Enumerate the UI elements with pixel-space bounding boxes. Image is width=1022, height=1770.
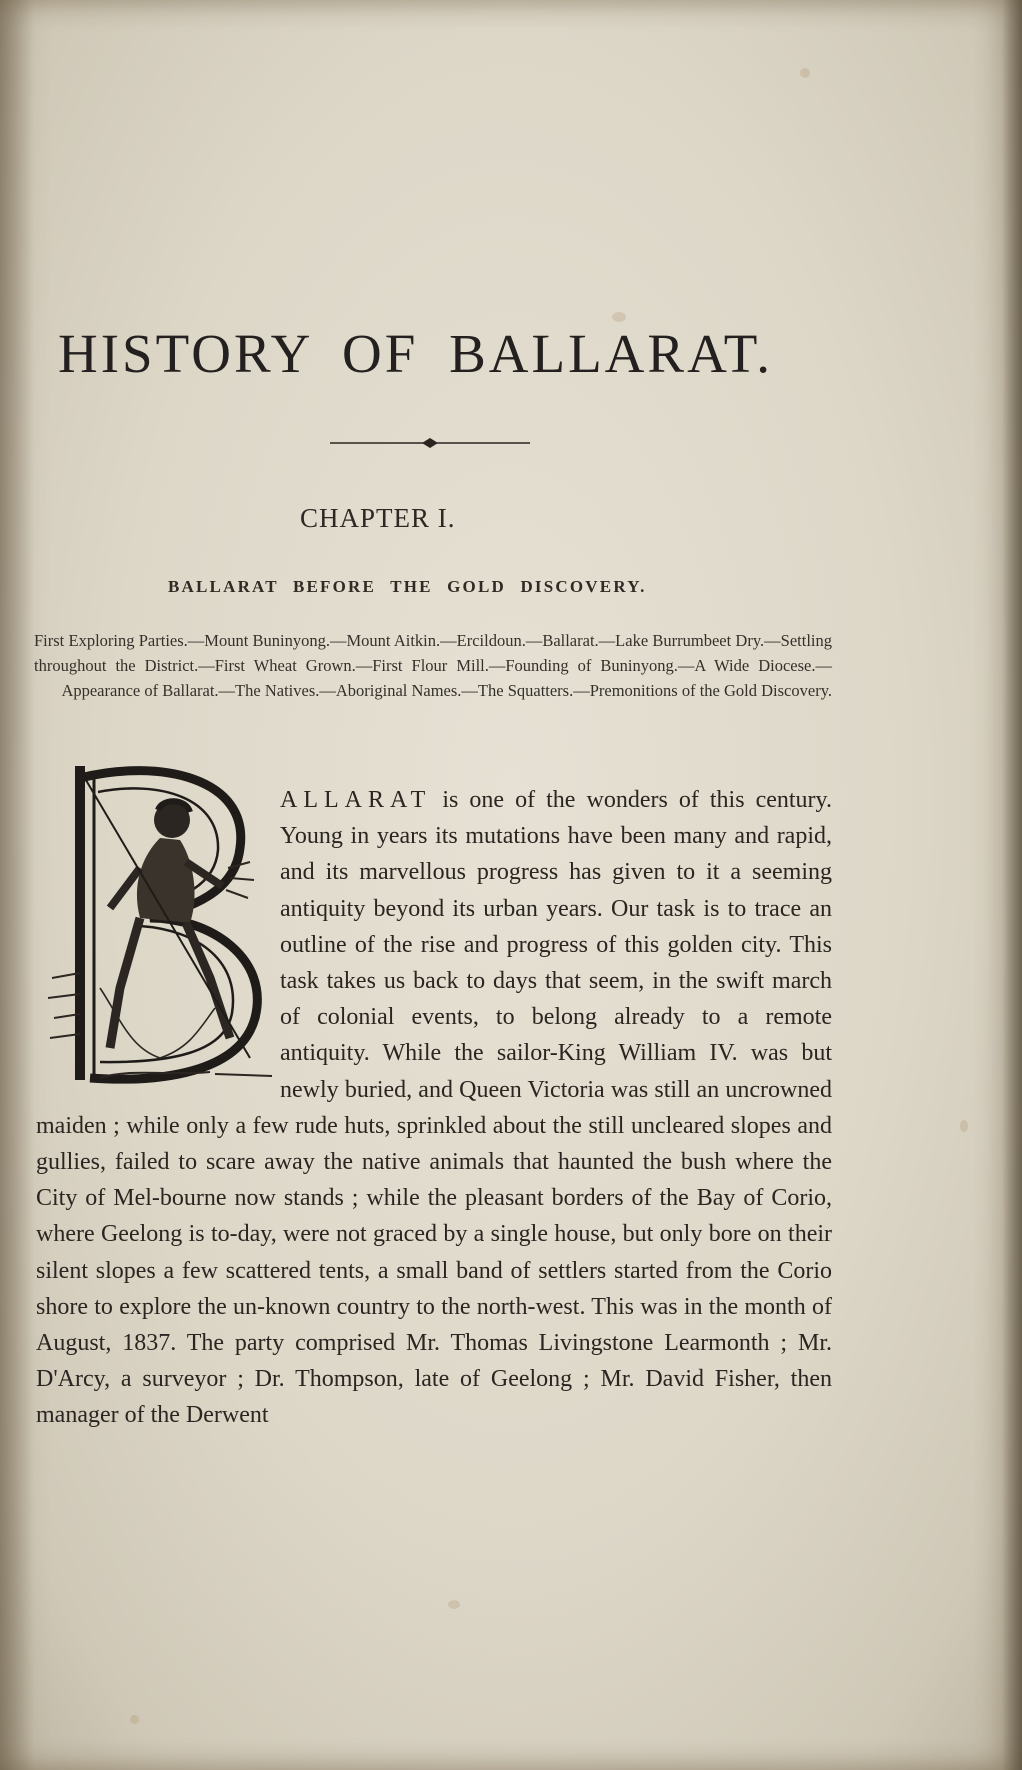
- chapter-body-text: [36, 782, 832, 1434]
- title-rule-ornament: [330, 436, 530, 450]
- page-edge: [1002, 0, 1022, 1770]
- foxing-spot: [130, 1715, 139, 1724]
- chapter-heading: CHAPTER I.: [300, 503, 456, 533]
- body-first-word: ALLARAT: [280, 787, 432, 813]
- chapter-synopsis: First Exploring Parties.—Mount Buninyong.—Mount Aitkin.—Ercildoun.—Ballarat.—Lake Burrumbeet Dry.—Settling throughout the District.—First Wheat Grown.—First Flour Mill.—Founding of Buninyong.—A Wide Diocese.—Appearance of Ballarat.—The Natives.—Aboriginal Names.—The Squatters.—Premonitions of the Gold Discovery.: [34, 631, 832, 700]
- foxing-spot: [612, 312, 626, 322]
- foxing-spot: [960, 1120, 968, 1132]
- spine-shadow: [0, 0, 34, 1770]
- chapter-subtitle: BALLARAT BEFORE THE GOLD DISCOVERY.: [168, 577, 647, 596]
- foxing-spot: [448, 1600, 460, 1609]
- body-paragraph: is one of the wonders of this century. Young in years its mutations have been many and rapid, and its marvellous progress has given to it a seeming antiquity beyond its urban years. Our task is to trace an outline of the rise and progress of this golden city. This task takes us back to days that seem, in the swift march of colonial events, to belong already to a remote antiquity. While the sailor-King William IV. was but newly buried, and Queen Victoria was still an uncrowned maiden ; while only a few rude huts, sprinkled about the still uncleared slopes and gullies, failed to scare away the native animals that haunted the bush where the City of Mel-bourne now stands ; while the pleasant borders of the Bay of Corio, where Geelong is to-day, were not graced by a single house, but only bore on their silent slopes a few scattered tents, a small band of settlers started from the Corio shore to explore the un-known country to the north-west. This was in the month of August, 1837. The party comprised Mr. Thomas Livingstone Learmonth ; Mr. D'Arcy, a surveyor ; Dr. Thompson, late of Geelong ; Mr. David Fisher, then manager of the Derwent: [36, 787, 832, 1429]
- foxing-spot: [800, 68, 810, 78]
- book-title: HISTORY OF BALLARAT.: [58, 323, 773, 384]
- drop-cap-space: [36, 782, 280, 1082]
